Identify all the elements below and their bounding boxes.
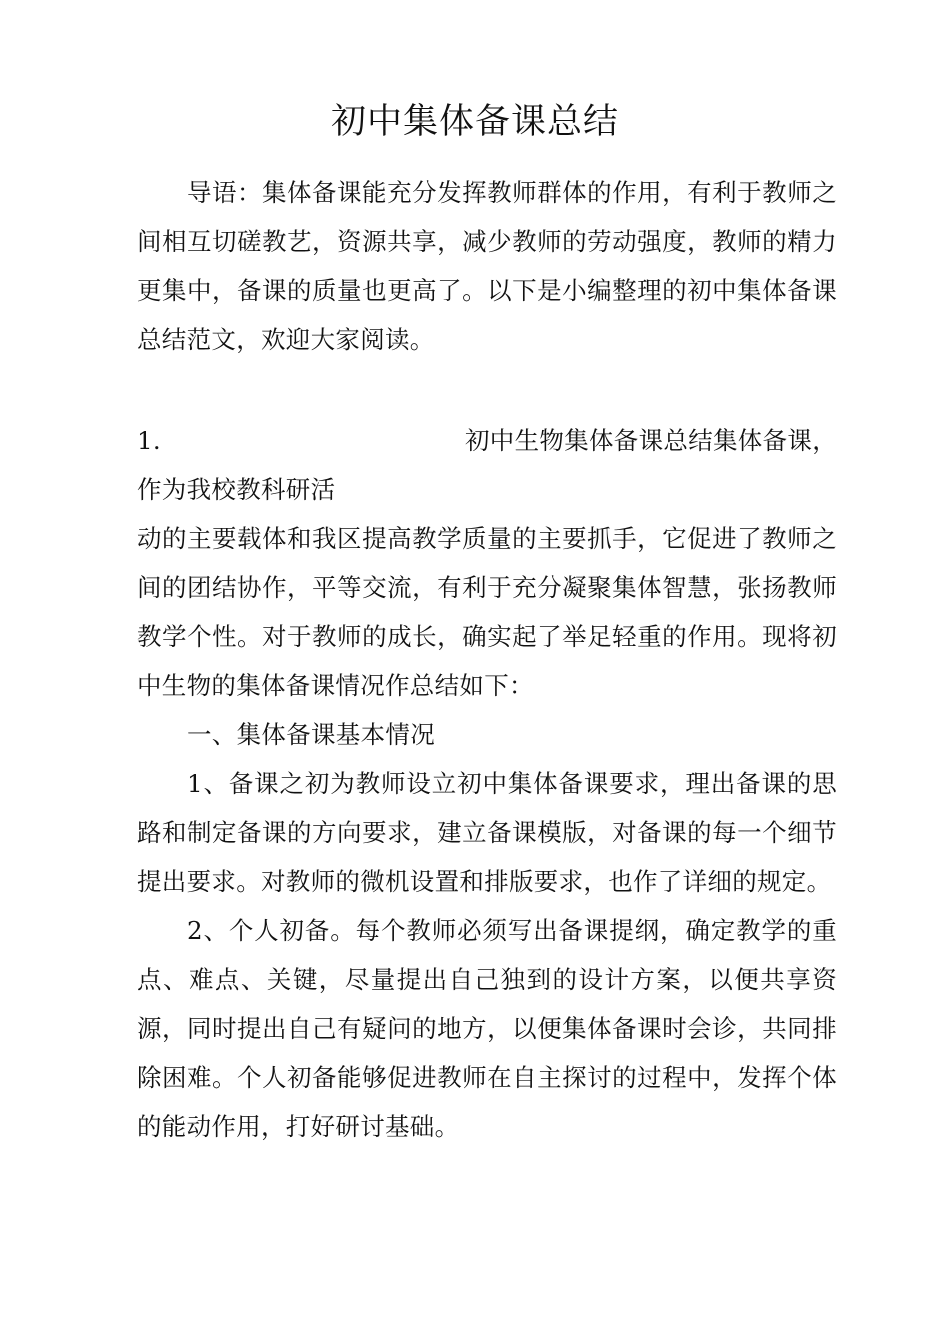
item-1-number: 1. [137, 426, 161, 455]
point-1-paragraph: 1、备课之初为教师设立初中集体备课要求，理出备课的思路和制定备课的方向要求，建立备课模版，对备课的每一个细节提出要求。对教师的微机设置和排版要求，也作了详细的规定。 [137, 769, 837, 896]
intro-paragraph: 导语：集体备课能充分发挥教师群体的作用，有利于教师之间相互切磋教艺，资源共享，减少教师的劳动强度，教师的精力更集中，备课的质量也更高了。以下是小编整理的初中集体备课总结范文，欢迎大家阅读。 [137, 178, 837, 354]
document-title: 初中集体备课总结 [330, 102, 619, 142]
item-1-heading: 初中生物集体备课总结集体备课， [465, 426, 837, 455]
item-1-heading-line [137, 416, 837, 465]
section-1-heading: 一、集体备课基本情况 [187, 720, 435, 749]
content-block [137, 416, 837, 1151]
item-1-paragraph: 动的主要载体和我区提高教学质量的主要抓手，它促进了教师之间的团结协作，平等交流，有利于充分凝聚集体智慧，张扬教师教学个性。对于教师的成长，确实起了举足轻重的作用。现将初中生物的集体备课情况作总结如下： [137, 524, 837, 700]
intro-block [137, 168, 837, 364]
item-1-heading-continued: 作为我校教科研活 [137, 475, 336, 504]
point-2-paragraph: 2、个人初备。每个教师必须写出备课提纲，确定教学的重点、难点、关键，尽量提出自己独到的设计方案，以便共享资源，同时提出自己有疑问的地方，以便集体备课时会诊，共同排除困难。个人初备能够促进教师在自主探讨的过程中，发挥个体的能动作用，打好研讨基础。 [137, 916, 837, 1141]
